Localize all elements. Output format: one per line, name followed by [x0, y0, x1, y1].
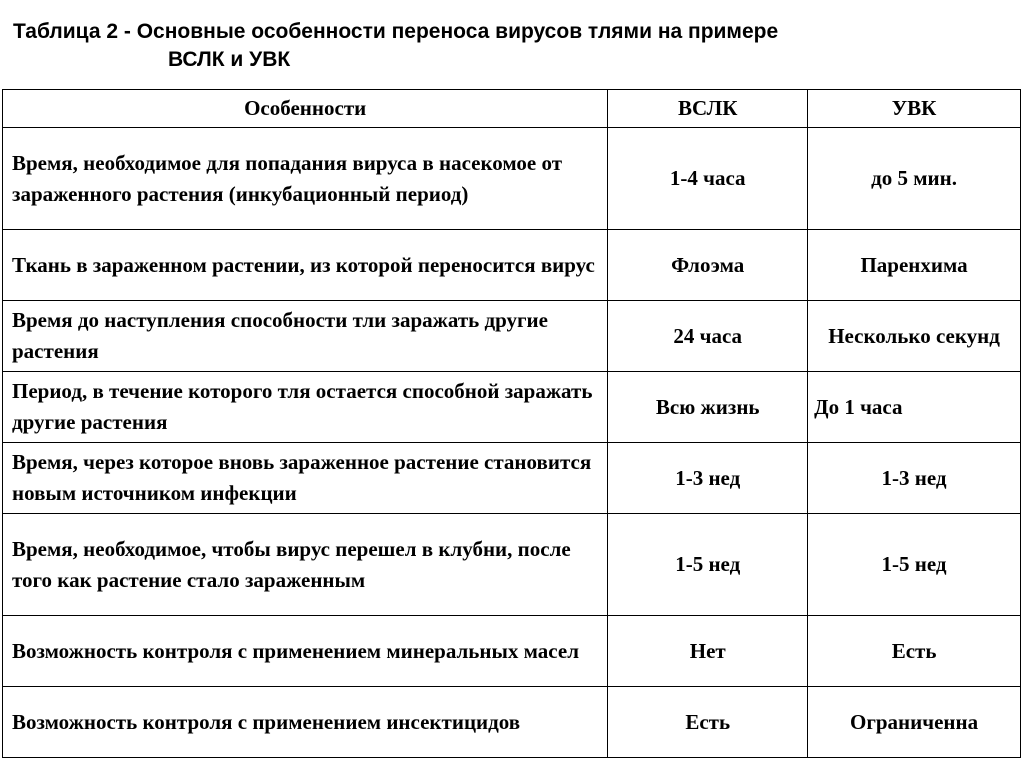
feature-cell: Период, в течение которого тля остается способной заражать другие растения: [3, 372, 608, 443]
uvk-cell: Ограниченна: [808, 687, 1021, 758]
caption-line-2: ВСЛК и УВК: [168, 48, 291, 71]
features-table: [2, 89, 1021, 758]
feature-cell: Время, необходимое для попадания вируса в насекомое от зараженного растения (инкубационный период): [3, 128, 608, 230]
feature-cell: Время, необходимое, чтобы вирус перешел в клубни, после того как растение стало зараженным: [3, 514, 608, 616]
table-row: [3, 230, 1021, 301]
uvk-cell: До 1 часа: [808, 372, 1021, 443]
vslk-cell: 1-4 часа: [608, 128, 808, 230]
uvk-cell: Несколько секунд: [808, 301, 1021, 372]
vslk-cell: 24 часа: [608, 301, 808, 372]
feature-cell: Возможность контроля с применением инсектицидов: [3, 687, 608, 758]
table-row: [3, 687, 1021, 758]
vslk-cell: Нет: [608, 616, 808, 687]
vslk-cell: Всю жизнь: [608, 372, 808, 443]
vslk-cell: 1-5 нед: [608, 514, 808, 616]
uvk-cell: Паренхима: [808, 230, 1021, 301]
caption-line-1: Таблица 2 - Основные особенности переноса вирусов тлями на примере: [13, 20, 779, 43]
table-row: [3, 128, 1021, 230]
header-uvk: УВК: [808, 90, 1021, 128]
table-row: [3, 372, 1021, 443]
feature-cell: Возможность контроля с применением минеральных масел: [3, 616, 608, 687]
table-row: [3, 301, 1021, 372]
vslk-cell: Флоэма: [608, 230, 808, 301]
uvk-cell: 1-5 нед: [808, 514, 1021, 616]
feature-cell: Время, через которое вновь зараженное растение становится новым источником инфекции: [3, 443, 608, 514]
table-row: [3, 443, 1021, 514]
table-row: [3, 616, 1021, 687]
uvk-cell: Есть: [808, 616, 1021, 687]
vslk-cell: Есть: [608, 687, 808, 758]
header-vslk: ВСЛК: [608, 90, 808, 128]
header-row: [3, 90, 1021, 128]
uvk-cell: 1-3 нед: [808, 443, 1021, 514]
table-caption: [13, 18, 778, 74]
header-features: Особенности: [3, 90, 608, 128]
vslk-cell: 1-3 нед: [608, 443, 808, 514]
feature-cell: Время до наступления способности тли заражать другие растения: [3, 301, 608, 372]
feature-cell: Ткань в зараженном растении, из которой переносится вирус: [3, 230, 608, 301]
uvk-cell: до 5 мин.: [808, 128, 1021, 230]
table-row: [3, 514, 1021, 616]
